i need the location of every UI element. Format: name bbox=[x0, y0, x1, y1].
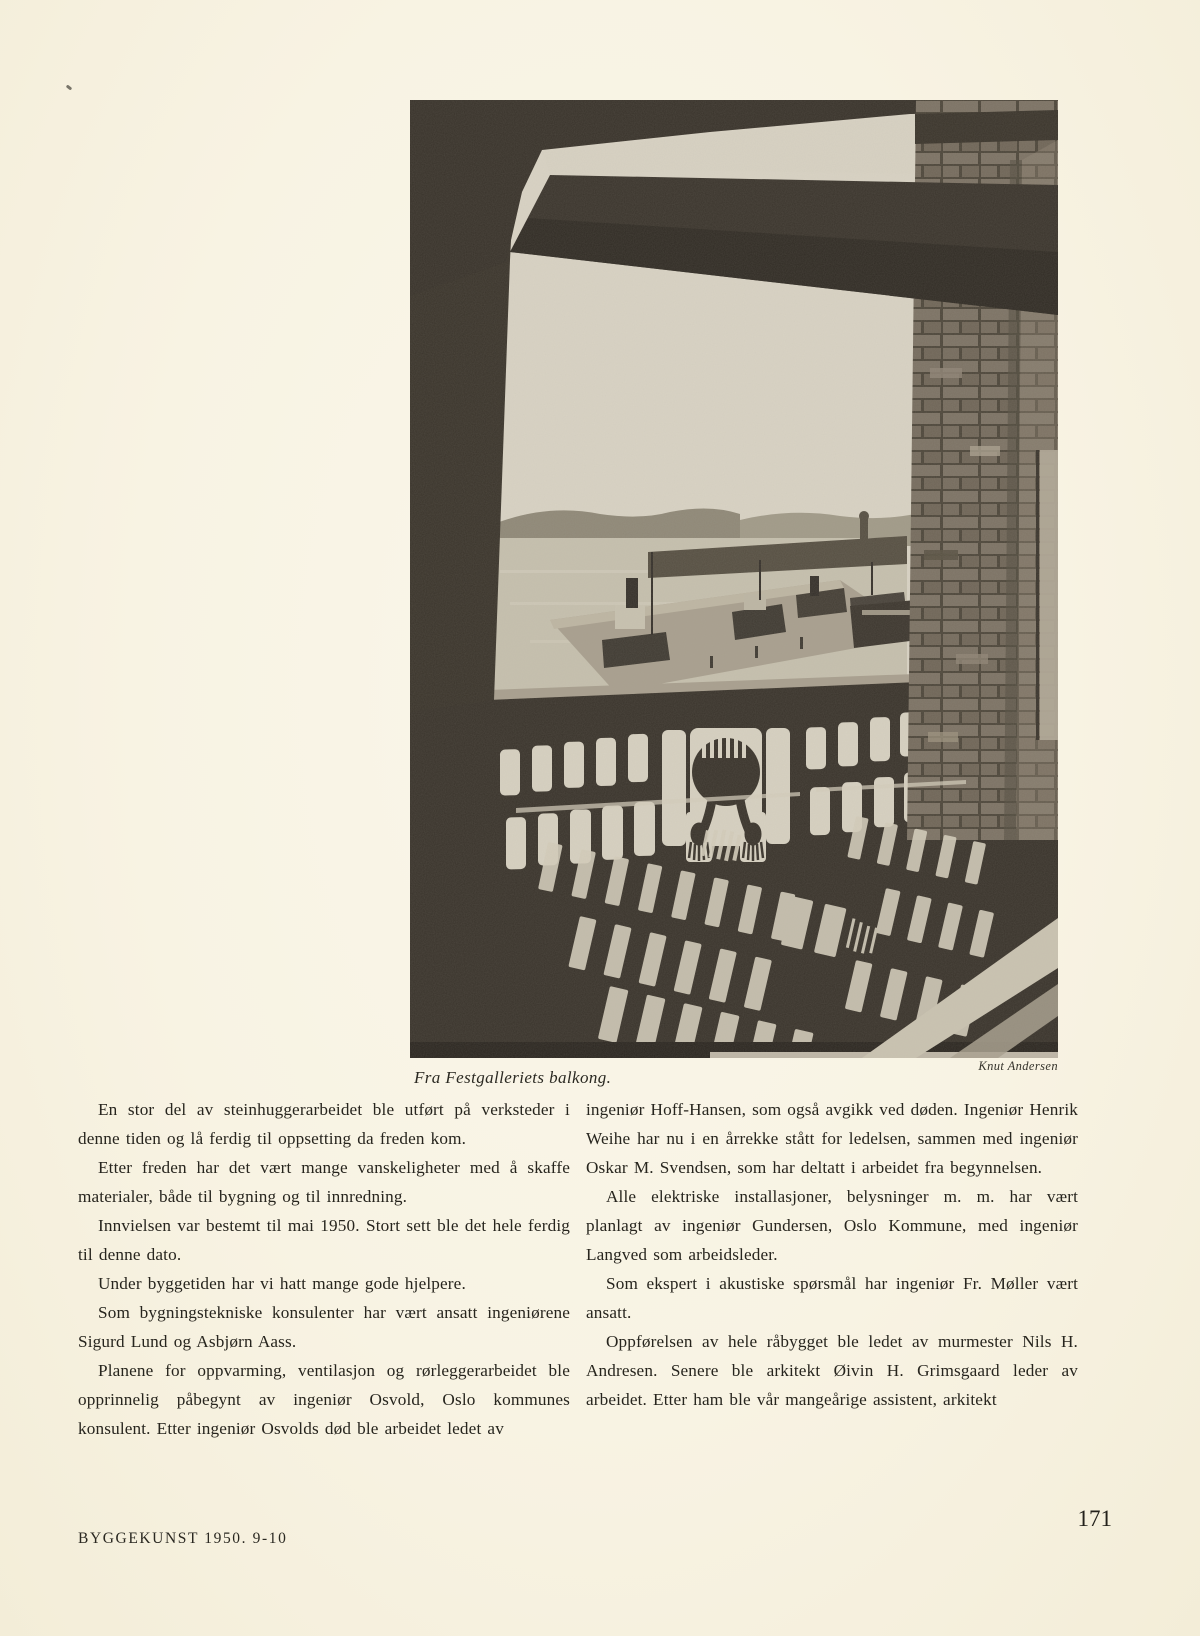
balcony-photo-illustration bbox=[410, 100, 1058, 1058]
paragraph: Etter freden har det vært mange vanskeligheter med å skaffe materialer, både til bygning og til innredning. bbox=[78, 1158, 570, 1206]
paragraph: Planene for oppvarming, ventilasjon og rørleggerarbeidet ble opprinnelig påbegynt av ingeniør Osvold, Oslo kommunes konsulent. Etter ingeniør Osvolds død ble arbeidet ledet av bbox=[78, 1361, 570, 1438]
paragraph: Innvielsen var bestemt til mai 1950. Stort sett ble det hele ferdig til denne dato. bbox=[78, 1216, 570, 1264]
paragraph: Som bygningstekniske konsulenter har vært ansatt ingeniørene Sigurd Lund og Asbjørn Aass. bbox=[78, 1303, 570, 1351]
photo-grain bbox=[410, 100, 1058, 1058]
paragraph: Som ekspert i akustiske spørsmål har ingeniør Fr. Møller vært ansatt. bbox=[586, 1274, 1078, 1322]
paragraph: En stor del av steinhuggerarbeidet ble utført på verksteder i denne tiden og lå ferdig til oppsetting da freden kom. bbox=[78, 1100, 570, 1148]
photo-festgalleriet-balcony bbox=[410, 100, 1058, 1058]
page-number: 171 bbox=[1077, 1506, 1112, 1531]
right-column bbox=[586, 1095, 1078, 1443]
article-body bbox=[78, 1095, 1078, 1443]
left-column bbox=[78, 1095, 570, 1443]
paragraph: ingeniør Hoff-Hansen, som også avgikk ved døden. Ingeniør Henrik Weihe har nu i en årrekke stått for ledelsen, sammen med ingeniør Oskar M. Svendsen, som har deltatt i arbeidet fra begynnelsen. bbox=[586, 1100, 1078, 1177]
print-speck bbox=[66, 84, 73, 90]
photo-caption: Fra Festgalleriets balkong. bbox=[414, 1068, 612, 1087]
paragraph: Oppførelsen av hele råbygget ble ledet av murmester Nils H. Andresen. Senere ble arkitekt Øivin H. Grimsgaard leder av arbeidet. Etter ham ble vår mangeårige assistent, arkitekt bbox=[586, 1332, 1078, 1409]
photographer-credit: Knut Andersen bbox=[978, 1059, 1058, 1073]
journal-footer-line: BYGGEKUNST 1950. 9-10 bbox=[78, 1530, 288, 1547]
paragraph: Alle elektriske installasjoner, belysninger m. m. har vært planlagt av ingeniør Gundersen, Oslo Kommune, med ingeniør Langved som arbeidsleder. bbox=[586, 1187, 1078, 1264]
paragraph: Under byggetiden har vi hatt mange gode hjelpere. bbox=[98, 1274, 466, 1293]
